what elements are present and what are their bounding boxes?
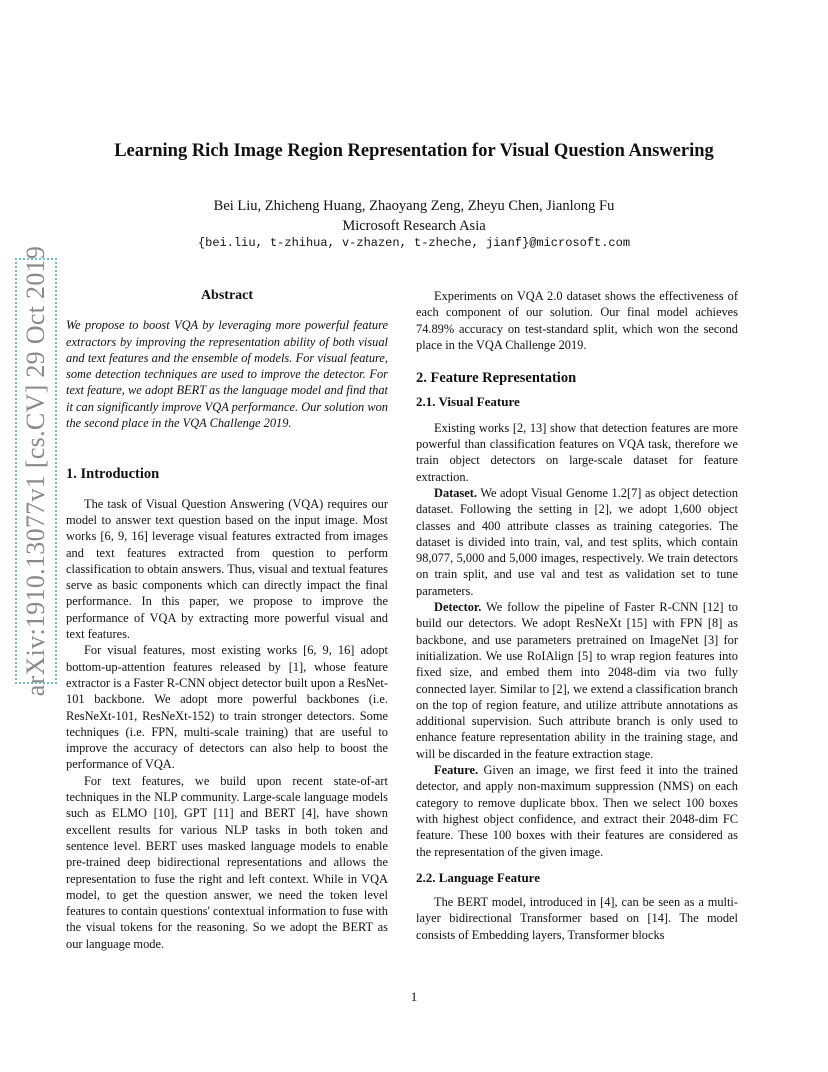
feature-text: Given an image, we first feed it into the trained detector, and apply non-maximum suppression (NMS) on each category to remove duplicate bbox. Then we select 100 boxes with highest object confidence, and extract their 2048-dim FC feature. These 100 boxes with their features are considered as the representation of the given image. — [416, 763, 738, 859]
left-column — [66, 288, 388, 952]
abstract-heading: Abstract — [200, 288, 254, 303]
detector-lead: Detector. — [434, 600, 482, 615]
affiliation: Microsoft Research Asia — [342, 218, 486, 234]
right-column — [416, 288, 738, 943]
dataset-paragraph — [416, 485, 738, 599]
feature-lead: Feature. — [434, 763, 479, 778]
intro-paragraph-2: For visual features, most existing works [6, 9, 16] adopt bottom-up-attention features released by [1], whose feature extractor is a Faster R-CNN object detector built upon a ResNet-101 backbone. We adopt more powerful backbones (i.e. ResNeXt-101, ResNeXt-152) to train stronger detectors. Some techniques (i.e. FPN, multi-scale training) that are useful to improve the accuracy of detectors can also help to boost the performance of VQA. — [66, 643, 388, 772]
language-feature-paragraph: The BERT model, introduced in [4], can be seen as a multi-layer bidirectional Transformer based on [14]. The model consists of Embedding layers, Transformer blocks — [416, 895, 738, 942]
author-list: Bei Liu, Zhicheng Huang, Zhaoyang Zeng, Zheyu Chen, Jianlong Fu — [213, 198, 615, 214]
visual-feature-paragraph: Existing works [2, 13] show that detection features are more powerful than classification features on VQA task, therefore we train object detectors on large-scale dataset for feature extraction. — [416, 420, 738, 484]
detector-paragraph — [416, 599, 738, 762]
arxiv-stamp — [15, 245, 57, 697]
paper-title: Learning Rich Image Region Representation for Visual Question Answering — [114, 141, 714, 161]
feature-paragraph — [416, 762, 738, 860]
page-number: 1 — [410, 989, 418, 1004]
intro-paragraph-3: For text features, we build upon recent state-of-art techniques in the NLP community. Large-scale language models such as ELMO [10], GPT [11] and BERT [4], have shown excellent results for various NLP tasks in both token and sentence level. BERT uses masked language models to enable pre-trained deep bidirectional representations and allows the representation to fuse the right and left context. While in VQA model, to get the question answer, we need the token level features to contain questions' contextual information to fuse with the visual tokens for the reasoning. So we adopt the BERT as our language mode. — [66, 773, 388, 951]
intro-paragraph-1: The task of Visual Question Answering (VQA) requires our model to answer text question based on the input image. Most works [6, 9, 16] leverage visual features extracted from images and text features extracted from question to perform classification to obtain answers. Thus, visual and textual features serve as basic components which can directly impact the final performance. In this paper, we propose to improve the performance of VQA by extracting more powerful visual and text features. — [66, 496, 388, 642]
detector-text: We follow the pipeline of Faster R-CNN [12] to build our detectors. We adopt ResNeXt [15] with FPN [8] as backbone, and use parameters pretrained on ImageNet [3] for initialization. We use RoIAlign [5] to wrap region features into fixed size, and embed them into 2048-dim via two fully connected layer. Similar to [2], we extend a classification branch on the top of region feature, and utilize attribute annotations as additional supervision. Such attribute branch is only used to enhance feature representation ability in the training stage, and will be discarded in the feature extraction stage. — [416, 600, 738, 761]
author-block — [0, 196, 828, 236]
abstract-text: We propose to boost VQA by leveraging more powerful feature extractors by improving the representation ability of both visual and text features and the ensemble of models. For visual feature, some detection techniques are used to improve the detector. For text feature, we adopt BERT as the language model and find that it can significantly improve VQA performance. Our solution won the second place in the VQA Challenge 2019. — [66, 318, 388, 431]
author-emails: {bei.liu, t-zhihua, v-zhazen, t-zheche, jianf}@microsoft.com — [197, 236, 631, 250]
arxiv-stamp-text: arXiv:1910.13077v1 [cs.CV] 29 Oct 2019 — [21, 245, 50, 697]
section-2-heading: 2. Feature Representation — [416, 370, 577, 387]
subsection-2-1-heading: 2.1. Visual Feature — [416, 394, 520, 410]
section-1-heading: 1. Introduction — [66, 466, 160, 483]
subsection-2-2-heading: 2.2. Language Feature — [416, 869, 540, 885]
dataset-text: We adopt Visual Genome 1.2[7] as object detection dataset. Following the setting in [2], we adopt 1,600 object classes and 400 attribute classes as training categories. The dataset is divided into train, val, and test splits, which contain 98,077, 5,000 and 5,000 images, respectively. We train detectors on train split, and use val and test as validation set to tune parameters. — [416, 485, 739, 598]
dataset-lead: Dataset. — [434, 485, 478, 500]
experiments-paragraph: Experiments on VQA 2.0 dataset shows the effectiveness of each component of our solution. Our final model achieves 74.89% accuracy on test-standard split, which won the second place in the VQA Challenge 2019. — [416, 289, 738, 352]
